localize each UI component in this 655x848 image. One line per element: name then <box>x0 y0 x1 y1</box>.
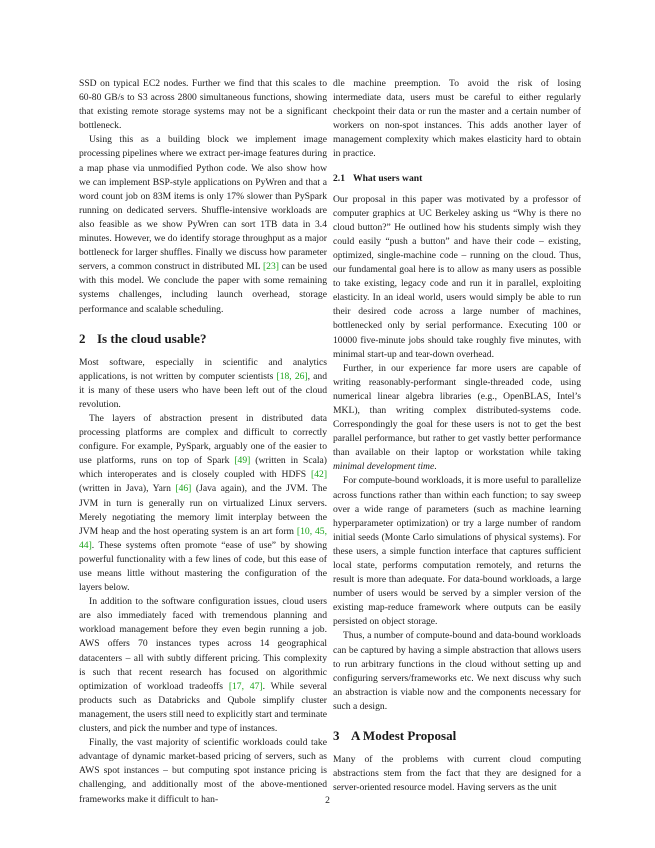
paragraph: SSD on typical EC2 nodes. Further we find that this scales to 60-80 GB/s to S3 across 2800 simultaneous functions, showing that existing remote storage systems may not be a significant bottleneck. <box>79 78 327 132</box>
citation-link[interactable]: [18, 26] <box>276 370 308 382</box>
citation-link[interactable]: [46] <box>175 483 192 495</box>
paragraph: Using this as a building block we implement image processing pipelines where we extract per-image features during a map phase via unmodified Python code. We also show how we can implement BSP-style applications on PyWren and that a word count job on 83M items is only 17% slower than PySpark running on dedicated servers. Shuffle-intensive workloads are also feasible as we show PyWren can sort 1TB data in 3.4 minutes. However, we do identify storage throughput as a major bottleneck for larger shuffles. Finally we discuss how parameter servers, a common construct in distributed ML [23] can be used with this model. We conclude the paper with some remaining systems challenges, including launch overhead, storage performance and scalable scheduling. <box>79 134 327 315</box>
paragraph: Our proposal in this paper was motivated by a professor of computer graphics at UC Berkeley asking us “Why is there no cloud button?” He outlined how his students simply wish they could easily “push a button” and have their code – existing, optimized, single-machine code – running on the cloud. Thus, our fundamental goal here is to allow as many users as possible to take existing, legacy code and run it in parallel, exploiting elasticity. In an ideal world, users would simply be able to run their desired code across a large number of machines, bottlenecked only by serial performance. Executing 100 or 10000 five-minute jobs should take roughly five minutes, with minimal start-up and tear-down overhead. <box>333 193 581 360</box>
paragraph: For compute-bound workloads, it is more useful to parallelize across functions rather than within each function; to say sweep over a wide range of parameters (such as machine learning hyperparameter optimization) or try a large number of random initial seeds (Monte Carlo simulations of physical systems). For these users, a simple function interface that captures sufficient local state, performs computation remotely, and returns the result is more than adequate. For data-bound workloads, a large number of users would be served by a simpler version of the existing map-reduce framework where outputs can be easily persisted on object storage. <box>333 475 581 628</box>
paragraph: In addition to the software configuration issues, cloud users are also immediately faced with tremendous planning and workload management before they even begin running a job. AWS offers 70 instances types across 14 geographical datacenters – all with subtly different pricing. This complexity is such that recent research has focused on algorithmic optimization of workload tradeoffs [17, 47]. While several products such as Databricks and Qubole simplify cluster management, the users still need to explicitly start and terminate clusters, and pick the number and type of instances. <box>79 596 327 735</box>
citation-link[interactable]: [10, 45, 44] <box>79 525 328 551</box>
subsection-heading: 2.1 What users want <box>333 172 423 184</box>
citation-link[interactable]: [17, 47] <box>228 680 263 692</box>
paragraph: Finally, the vast majority of scientific workloads could take advantage of dynamic market-based pricing of servers, such as AWS spot instances – but computing spot instance pricing is challenging, and additionally most of the above-mentioned frameworks make it difficult to han- <box>79 737 327 805</box>
section-heading: 2 Is the cloud usable? <box>79 330 207 346</box>
section-heading: 3 A Modest Proposal <box>333 728 457 744</box>
paragraph: Many of the problems with current cloud computing abstractions stem from the fact that they are designed for a server-oriented resource model. Having servers as the unit <box>333 754 581 794</box>
paragraph: Thus, a number of compute-bound and data-bound workloads can be captured by having a simple abstraction that allows users to run arbitrary functions in the cloud without setting up and configuring servers/frameworks etc. We next discuss why such an abstraction is viable now and the components necessary for such a design. <box>333 630 581 712</box>
page-number: 2 <box>325 795 330 806</box>
emphasis: minimal development time <box>333 461 435 473</box>
left-column <box>79 77 327 807</box>
paragraph: dle machine preemption. To avoid the risk of losing intermediate data, users must be careful to either regularly checkpoint their data or run the master and a certain number of workers on non-spot instances. This adds another layer of management complexity which makes elasticity hard to obtain in practice. <box>333 78 581 160</box>
paragraph: The layers of abstraction present in distributed data processing platforms are complex and difficult to correctly configure. For example, PySpark, arguably one of the easier to use platforms, runs on top of Spark [49] (written in Scala) which interoperates and is closely coupled with HDFS [42] (written in Java), Yarn [46] (Java again), and the JVM. The JVM in turn is generally run on virtualized Linux servers. Merely negotiating the memory limit interplay between the JVM heap and the host operating system is an art form [10, 45, 44]. These systems often promote “ease of use” by showing powerful functionality with a few lines of code, but this ease of use means little without mastering the configuration of the layers below. <box>79 412 328 594</box>
citation-link[interactable]: [23] <box>262 261 279 273</box>
paragraph: Most software, especially in scientific and analytics applications, is not written by computer scientists [18, 26], and it is many of these users who have been left out of the cloud revolution. <box>79 356 328 410</box>
paragraph: Further, in our experience far more users are capable of writing reasonably-performant single-threaded code, using numerical linear algebra libraries (e.g., OpenBLAS, Intel’s MKL), than writing complex distributed-systems code. Correspondingly the goal for these users is not to get the best parallel performance, but rather to get vastly better performance than available on their laptop or workstation while taking minimal development time. <box>333 362 581 473</box>
right-column <box>333 77 581 795</box>
citation-link[interactable]: [49] <box>234 455 251 467</box>
citation-link[interactable]: [42] <box>311 469 328 481</box>
